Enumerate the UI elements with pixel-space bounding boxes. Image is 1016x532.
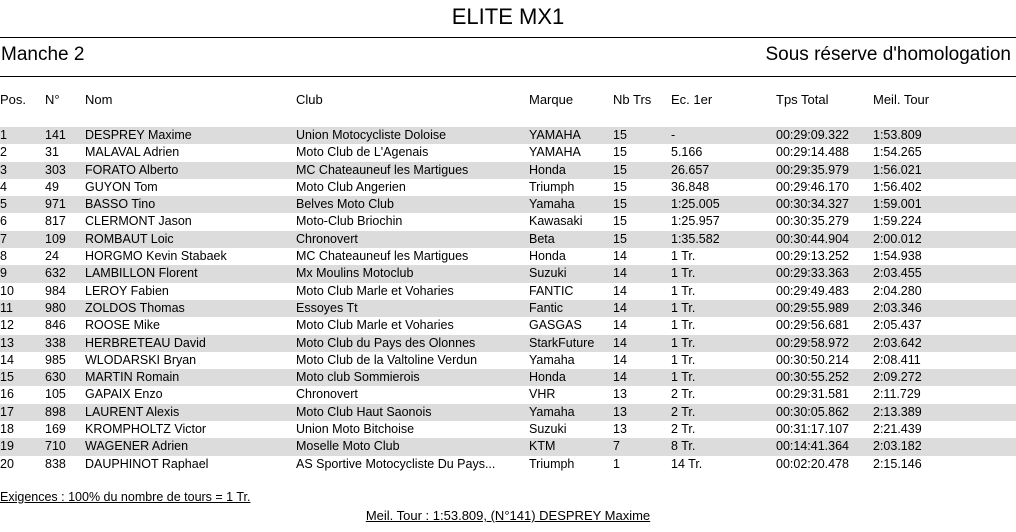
cell-nom: BASSO Tino	[85, 197, 156, 212]
divider-header	[0, 76, 1016, 77]
cell-tps: 00:29:14.488	[776, 145, 849, 160]
cell-marque: Suzuki	[529, 266, 567, 281]
cell-tps: 00:29:49.483	[776, 283, 849, 298]
cell-nbtrs: 15	[613, 197, 627, 212]
cell-nbtrs: 15	[613, 214, 627, 229]
cell-marque: Triumph	[529, 456, 575, 471]
cell-nom: GAPAIX Enzo	[85, 387, 163, 402]
header-marque: Marque	[529, 92, 574, 107]
cell-nom: KROMPHOLTZ Victor	[85, 422, 207, 437]
cell-meil: 2:03.455	[873, 266, 922, 281]
header-ec: Ec. 1er	[671, 92, 713, 107]
table-row	[0, 213, 1016, 230]
cell-meil: 1:53.809	[873, 128, 922, 142]
table-header	[0, 92, 1016, 108]
cell-tps: 00:29:33.363	[776, 266, 849, 281]
cell-nbtrs: 13	[613, 422, 627, 437]
cell-nbtrs: 15	[613, 231, 627, 246]
cell-marque: Yamaha	[529, 352, 575, 367]
cell-pos: 8	[0, 249, 7, 264]
cell-marque: Yamaha	[529, 197, 575, 212]
table-row	[0, 386, 1016, 403]
cell-nom: FORATO Alberto	[85, 162, 179, 177]
cell-nom: DAUPHINOT Raphael	[85, 456, 209, 471]
table-row	[0, 317, 1016, 334]
cell-marque: Honda	[529, 162, 566, 177]
table-row	[0, 300, 1016, 317]
cell-ec: 2 Tr.	[671, 422, 696, 437]
cell-pos: 17	[0, 404, 14, 419]
cell-num: 630	[45, 370, 66, 385]
cell-club: Belves Moto Club	[296, 197, 394, 212]
cell-pos: 11	[0, 300, 13, 315]
cell-ec: 36.848	[671, 179, 710, 194]
cell-ec: 26.657	[671, 162, 710, 177]
table-row	[0, 352, 1016, 369]
cell-meil: 2:03.642	[873, 335, 922, 350]
cell-club: AS Sportive Motocycliste Du Pays...	[296, 456, 496, 471]
cell-tps: 00:29:58.972	[776, 335, 849, 350]
cell-ec: 5.166	[671, 145, 703, 160]
cell-num: 338	[45, 335, 66, 350]
divider-top	[0, 37, 1016, 38]
cell-nom: CLERMONT Jason	[85, 214, 192, 229]
cell-tps: 00:30:35.279	[776, 214, 849, 229]
cell-tps: 00:29:35.979	[776, 162, 849, 177]
manche-label: Manche 2	[1, 44, 85, 65]
cell-meil: 2:11.729	[873, 387, 921, 402]
cell-marque: YAMAHA	[529, 128, 581, 142]
cell-nbtrs: 15	[613, 145, 627, 160]
cell-meil: 1:54.938	[873, 249, 922, 264]
cell-nom: LAMBILLON Florent	[85, 266, 198, 281]
cell-nbtrs: 14	[613, 335, 627, 350]
cell-pos: 3	[0, 162, 7, 177]
cell-ec: 1 Tr.	[671, 335, 696, 350]
cell-pos: 14	[0, 352, 14, 367]
cell-num: 632	[45, 266, 66, 281]
cell-nom: WAGENER Adrien	[85, 439, 189, 454]
cell-ec: 1 Tr.	[671, 370, 696, 385]
cell-club: Union Moto Bitchoise	[296, 422, 415, 437]
cell-meil: 2:13.389	[873, 404, 922, 419]
cell-nom: GUYON Tom	[85, 179, 158, 194]
cell-marque: KTM	[529, 439, 556, 454]
cell-nbtrs: 14	[613, 283, 627, 298]
cell-nbtrs: 14	[613, 300, 627, 315]
cell-pos: 9	[0, 266, 7, 281]
cell-club: Moto Club Angerien	[296, 179, 406, 194]
cell-ec: 1 Tr.	[671, 283, 696, 298]
cell-ec: 1 Tr.	[671, 249, 696, 264]
cell-nom: ROMBAUT Loic	[85, 231, 174, 246]
cell-nbtrs: 15	[613, 179, 627, 194]
header-nom: Nom	[85, 92, 113, 107]
cell-ec: 8 Tr.	[671, 439, 696, 454]
cell-tps: 00:29:09.322	[776, 128, 849, 142]
cell-tps: 00:30:05.862	[776, 404, 849, 419]
cell-num: 898	[45, 404, 66, 419]
cell-club: Moto Club de la Valtoline Verdun	[296, 352, 478, 367]
cell-club: MC Chateauneuf les Martigues	[296, 162, 469, 177]
cell-num: 109	[45, 231, 66, 246]
results-table	[0, 127, 1016, 473]
cell-num: 984	[45, 283, 66, 298]
cell-marque: VHR	[529, 387, 556, 402]
header-tps: Tps Total	[776, 92, 829, 107]
cell-nbtrs: 14	[613, 266, 627, 281]
cell-num: 817	[45, 214, 66, 229]
cell-nbtrs: 1	[613, 456, 620, 471]
cell-marque: FANTIC	[529, 283, 574, 298]
cell-meil: 2:15.146	[873, 456, 922, 471]
cell-num: 971	[45, 197, 66, 212]
cell-club: Essoyes Tt	[296, 300, 358, 315]
cell-meil: 2:05.437	[873, 318, 922, 333]
cell-meil: 1:56.402	[873, 179, 922, 194]
cell-ec: 1 Tr.	[671, 318, 696, 333]
cell-tps: 00:31:17.107	[776, 422, 849, 437]
table-row	[0, 231, 1016, 248]
cell-nbtrs: 14	[613, 352, 627, 367]
cell-meil: 2:03.182	[873, 439, 922, 454]
header-meil: Meil. Tour	[873, 92, 930, 107]
cell-pos: 1	[0, 128, 7, 142]
cell-pos: 18	[0, 422, 14, 437]
cell-pos: 4	[0, 179, 7, 194]
cell-num: 710	[45, 439, 66, 454]
cell-tps: 00:30:44.904	[776, 231, 849, 246]
cell-club: Moto club Sommierois	[296, 370, 420, 385]
cell-ec: 1 Tr.	[671, 300, 696, 315]
cell-ec: -	[671, 128, 676, 142]
table-row	[0, 179, 1016, 196]
cell-nom: DESPREY Maxime	[85, 128, 192, 142]
cell-tps: 00:30:34.327	[776, 197, 849, 212]
cell-nbtrs: 15	[613, 162, 627, 177]
cell-nbtrs: 14	[613, 370, 627, 385]
cell-club: Moselle Moto Club	[296, 439, 400, 454]
cell-num: 846	[45, 318, 66, 333]
cell-num: 985	[45, 352, 66, 367]
table-row	[0, 421, 1016, 438]
table-row	[0, 248, 1016, 265]
cell-club: Mx Moulins Motoclub	[296, 266, 414, 281]
table-row	[0, 283, 1016, 300]
cell-tps: 00:30:55.252	[776, 370, 849, 385]
cell-nbtrs: 14	[613, 249, 627, 264]
cell-num: 838	[45, 456, 66, 471]
table-row	[0, 144, 1016, 161]
cell-ec: 14 Tr.	[671, 456, 703, 471]
cell-nom: MARTIN Romain	[85, 370, 180, 385]
exigences-note: Exigences : 100% du nombre de tours = 1 Tr.	[0, 490, 251, 504]
cell-marque: Kawasaki	[529, 214, 583, 229]
header-pos: Pos.	[0, 92, 27, 107]
cell-marque: Fantic	[529, 300, 564, 315]
cell-num: 31	[45, 145, 59, 160]
cell-num: 303	[45, 162, 66, 177]
table-row	[0, 127, 1016, 144]
cell-club: Moto Club Haut Saonois	[296, 404, 432, 419]
cell-ec: 1:25.957	[671, 214, 720, 229]
cell-nom: WLODARSKI Bryan	[85, 352, 197, 367]
cell-marque: YAMAHA	[529, 145, 581, 160]
cell-pos: 6	[0, 214, 7, 229]
cell-meil: 2:21.439	[873, 422, 922, 437]
cell-marque: Suzuki	[529, 422, 567, 437]
cell-pos: 19	[0, 439, 14, 454]
cell-pos: 15	[0, 370, 14, 385]
table-row	[0, 335, 1016, 352]
cell-pos: 5	[0, 197, 7, 212]
cell-marque: Honda	[529, 370, 566, 385]
cell-nbtrs: 13	[613, 387, 627, 402]
header-club: Club	[296, 92, 323, 107]
cell-tps: 00:30:50.214	[776, 352, 849, 367]
cell-ec: 1:35.582	[671, 231, 720, 246]
cell-marque: StarkFuture	[529, 335, 595, 350]
cell-nom: LEROY Fabien	[85, 283, 169, 298]
cell-meil: 1:54.265	[873, 145, 922, 160]
cell-tps: 00:14:41.364	[776, 439, 849, 454]
cell-club: Moto Club Marle et Voharies	[296, 318, 454, 333]
cell-tps: 00:29:56.681	[776, 318, 849, 333]
cell-club: Moto Club de L'Agenais	[296, 145, 429, 160]
cell-num: 141	[45, 128, 66, 142]
table-row	[0, 404, 1016, 421]
cell-club: Moto Club Marle et Voharies	[296, 283, 454, 298]
cell-nom: ZOLDOS Thomas	[85, 300, 185, 315]
table-row	[0, 369, 1016, 386]
table-row	[0, 265, 1016, 282]
cell-meil: 2:03.346	[873, 300, 922, 315]
cell-meil: 2:00.012	[873, 231, 922, 246]
header-num: N°	[45, 92, 60, 107]
cell-num: 24	[45, 249, 59, 264]
cell-nom: LAURENT Alexis	[85, 404, 180, 419]
table-row	[0, 196, 1016, 213]
cell-ec: 1 Tr.	[671, 266, 696, 281]
table-row	[0, 456, 1016, 473]
cell-club: Chronovert	[296, 231, 358, 246]
table-row	[0, 162, 1016, 179]
homologation-note: Sous réserve d'homologation	[765, 44, 1011, 65]
cell-club: Chronovert	[296, 387, 358, 402]
cell-pos: 10	[0, 283, 14, 298]
cell-ec: 2 Tr.	[671, 404, 696, 419]
cell-pos: 20	[0, 456, 14, 471]
cell-marque: Honda	[529, 249, 566, 264]
cell-nom: MALAVAL Adrien	[85, 145, 180, 160]
cell-tps: 00:02:20.478	[776, 456, 849, 471]
cell-meil: 1:56.021	[873, 162, 922, 177]
cell-pos: 2	[0, 145, 7, 160]
cell-ec: 1:25.005	[671, 197, 720, 212]
best-lap-note: Meil. Tour : 1:53.809, (N°141) DESPREY Maxime	[365, 508, 651, 523]
cell-tps: 00:29:13.252	[776, 249, 849, 264]
cell-nom: HERBRETEAU David	[85, 335, 206, 350]
cell-marque: GASGAS	[529, 318, 582, 333]
cell-ec: 1 Tr.	[671, 352, 696, 367]
cell-tps: 00:29:31.581	[776, 387, 849, 402]
cell-nom: ROOSE Mike	[85, 318, 161, 333]
cell-nbtrs: 7	[613, 439, 620, 454]
page-title: ELITE MX1	[451, 4, 565, 29]
cell-club: Moto-Club Briochin	[296, 214, 403, 229]
cell-club: MC Chateauneuf les Martigues	[296, 249, 469, 264]
cell-ec: 2 Tr.	[671, 387, 696, 402]
cell-marque: Triumph	[529, 179, 575, 194]
cell-tps: 00:29:46.170	[776, 179, 849, 194]
cell-meil: 2:04.280	[873, 283, 922, 298]
cell-pos: 12	[0, 318, 14, 333]
cell-marque: Yamaha	[529, 404, 575, 419]
cell-meil: 1:59.224	[873, 214, 922, 229]
cell-nbtrs: 15	[613, 128, 627, 142]
cell-tps: 00:29:55.989	[776, 300, 849, 315]
table-row	[0, 438, 1016, 455]
header-nbtrs: Nb Trs	[613, 92, 652, 107]
cell-num: 980	[45, 300, 66, 315]
cell-nbtrs: 14	[613, 318, 627, 333]
cell-marque: Beta	[529, 231, 555, 246]
cell-club: Union Motocycliste Doloise	[296, 128, 447, 142]
cell-pos: 7	[0, 231, 7, 246]
cell-pos: 16	[0, 387, 14, 402]
cell-meil: 1:59.001	[873, 197, 922, 212]
cell-num: 49	[45, 179, 59, 194]
cell-pos: 13	[0, 335, 14, 350]
cell-meil: 2:09.272	[873, 370, 922, 385]
cell-club: Moto Club du Pays des Olonnes	[296, 335, 476, 350]
cell-num: 169	[45, 422, 66, 437]
cell-num: 105	[45, 387, 66, 402]
cell-meil: 2:08.411	[873, 352, 921, 367]
cell-nbtrs: 13	[613, 404, 627, 419]
cell-nom: HORGMO Kevin Stabaek	[85, 249, 227, 264]
